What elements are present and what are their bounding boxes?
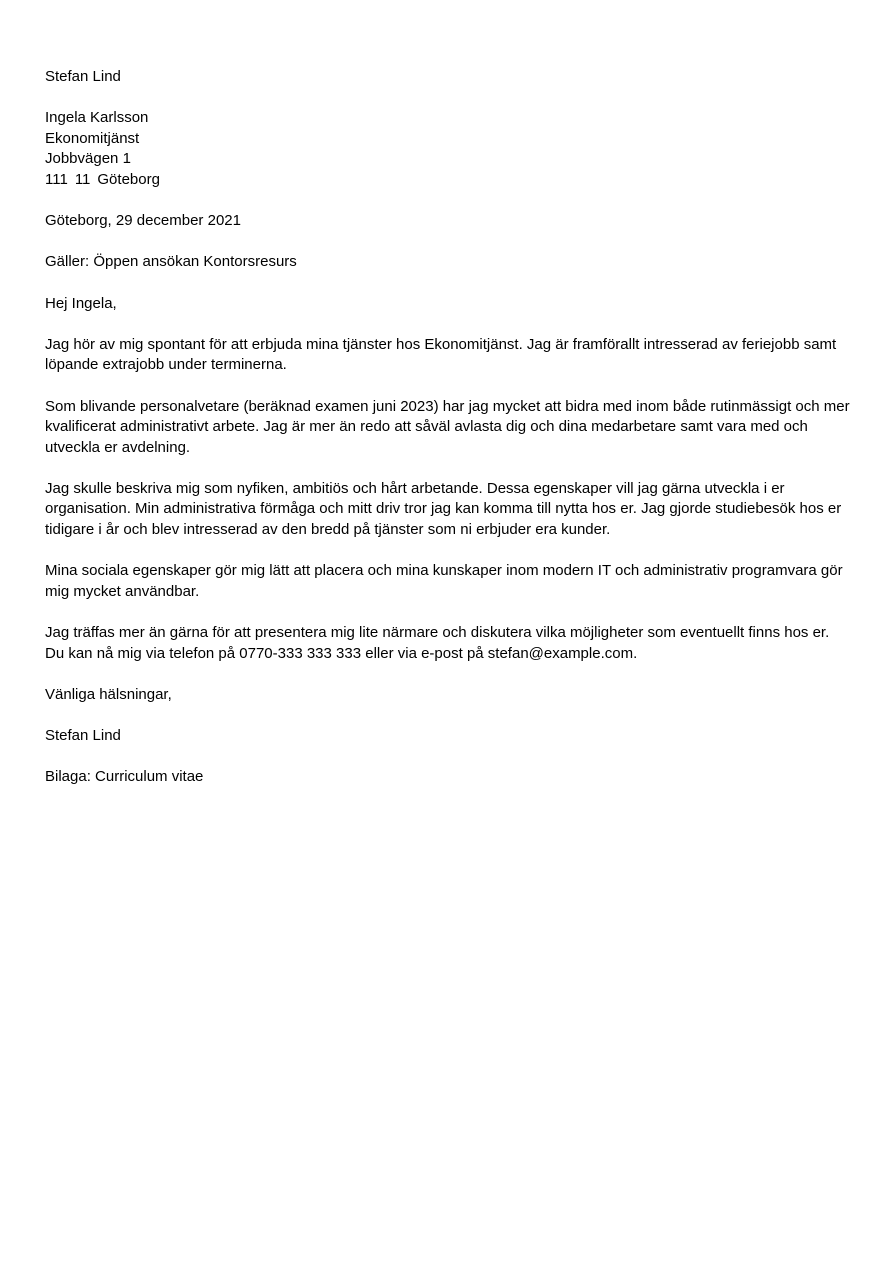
spacer: [45, 705, 850, 726]
spacer: [45, 602, 850, 623]
recipient-city: Göteborg: [97, 170, 160, 188]
spacer: [45, 273, 850, 294]
greeting: Hej Ingela,: [45, 294, 117, 312]
body-paragraph: Jag hör av mig spontant för att erbjuda mina tjänster hos Ekonomitjänst. Jag är framförallt intresserad av feriejobb samt löpande extrajobb under terminerna.: [45, 335, 837, 374]
body-paragraph: Mina sociala egenskaper gör mig lätt att placera och mina kunskaper inom modern IT och administrativ programvara gör mig mycket användbar.: [45, 562, 843, 600]
closing: Vänliga hälsningar,: [45, 685, 172, 703]
spacer: [45, 191, 850, 212]
recipient-postal-city: [45, 170, 850, 191]
spacer: [45, 664, 850, 685]
spacer: [45, 88, 850, 109]
recipient-name: Ingela Karlsson: [45, 109, 149, 127]
cover-letter: [45, 67, 850, 788]
spacer: [45, 747, 850, 768]
recipient-street: Jobbvägen 1: [45, 150, 131, 168]
recipient-address: [45, 108, 850, 190]
spacer: [45, 232, 850, 253]
postal-code-part-1: 111: [45, 170, 68, 188]
contact-line-details: Du kan nå mig via telefon på 0770-333 333 333 eller via e-post på stefan@example.com.: [45, 644, 638, 662]
spacer: [45, 458, 850, 479]
spacer: [45, 376, 850, 397]
body-paragraph: Jag skulle beskriva mig som nyfiken, ambitiös och hårt arbetande. Dessa egenskaper vill jag gärna utveckla i er organisation. Min administrativa förmåga och mitt driv tror jag kan komma till nytta hos er. Jag gjorde studiebesök hos er tidigare i år och blev intresserad av den bredd på tjänster som ni erbjuder era kunder.: [45, 479, 842, 539]
recipient-company: Ekonomitjänst: [45, 129, 140, 147]
contact-paragraph: [45, 623, 850, 664]
attachment-note: Bilaga: Curriculum vitae: [45, 768, 204, 786]
spacer: [45, 314, 850, 335]
postal-code-part-2: 11: [74, 170, 91, 188]
place-date: Göteborg, 29 december 2021: [45, 212, 241, 230]
sender-name: Stefan Lind: [45, 68, 121, 85]
body-paragraph: Som blivande personalvetare (beräknad examen juni 2023) har jag mycket att bidra med inom både rutinmässigt och mer kvalificerat administrativt arbete. Jag är mer än redo att såväl avlasta dig och dina medarbetare samt vara med och utveckla er avdelning.: [45, 397, 850, 456]
contact-line-meeting: Jag träffas mer än gärna för att presentera mig lite närmare och diskutera vilka möjligheter som eventuellt finns hos er.: [45, 624, 830, 642]
subject-line: Gäller: Öppen ansökan Kontorsresurs: [45, 253, 297, 271]
signature: Stefan Lind: [45, 727, 121, 744]
spacer: [45, 541, 850, 562]
